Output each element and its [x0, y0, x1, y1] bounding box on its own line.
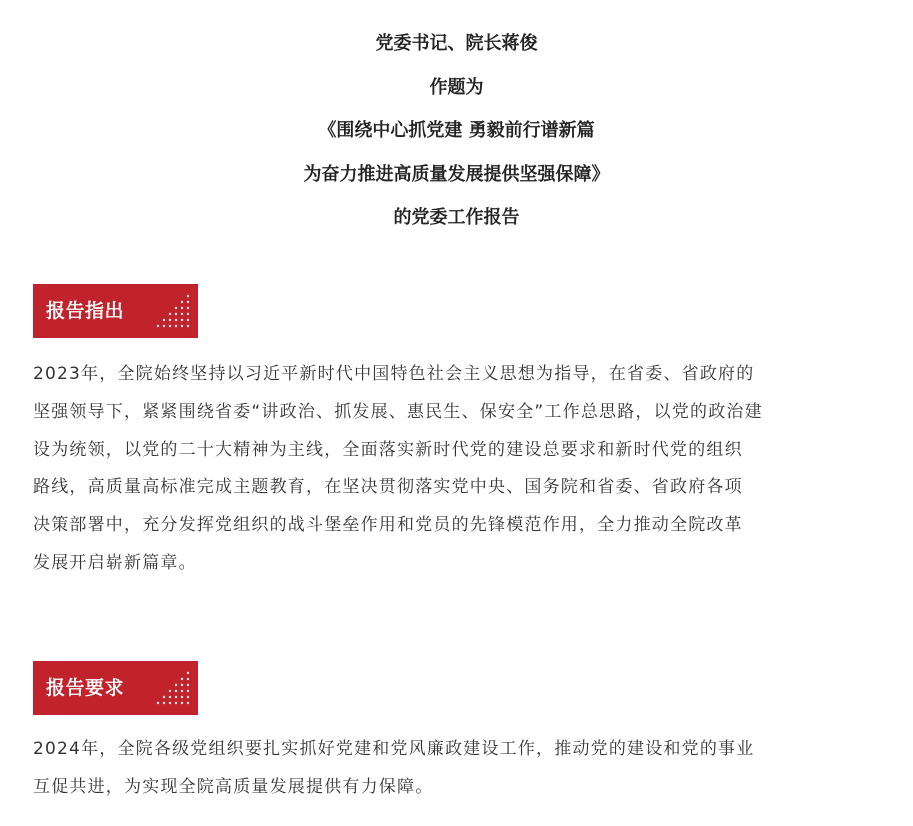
section-label-text: 报告指出	[46, 300, 125, 322]
paragraph-line: 2023年，全院始终坚持以习近平新时代中国特色社会主义思想为指导，在省委、省政府的	[33, 364, 755, 384]
section-paragraph-report-requirements	[33, 731, 883, 807]
paragraph-line: 坚强领导下，紧紧围绕省委“讲政治、抓发展、惠民生、保安全”工作总思路，以党的政治建	[33, 401, 763, 422]
title-line-3: 《围绕中心抓党建 勇毅前行谱新篇	[318, 120, 595, 141]
paragraph-line: 路线，高质量高标准完成主题教育，在坚决贯彻落实党中央、国务院和省委、省政府各项	[33, 477, 743, 498]
paragraph-line: 发展开启崭新篇章。	[33, 552, 197, 573]
title-line-5: 的党委工作报告	[393, 207, 520, 228]
section-label-report-points	[33, 284, 198, 338]
section-label-text: 报告要求	[46, 677, 125, 699]
paragraph-line: 决策部署中，充分发挥党组织的战斗堡垒作用和党员的先锋模范作用，全力推动全院改革	[33, 515, 743, 536]
title-line-4: 为奋力推进高质量发展提供坚强保障》	[303, 163, 610, 185]
dot-grid-icon	[148, 669, 192, 709]
title-line-1: 党委书记、院长蒋俊	[375, 33, 538, 54]
report-title	[0, 22, 913, 240]
title-line-2: 作题为	[429, 76, 484, 98]
paragraph-line: 互促共进，为实现全院高质量发展提供有力保障。	[33, 776, 434, 797]
paragraph-line: 设为统领，以党的二十大精神为主线，全面落实新时代党的建设总要求和新时代党的组织	[33, 439, 743, 460]
paragraph-line: 2024年，全院各级党组织要扎实抓好党建和党风廉政建设工作，推动党的建设和党的事业	[33, 739, 755, 759]
section-label-report-requirements	[33, 661, 198, 715]
dot-grid-icon	[148, 292, 192, 332]
section-paragraph-report-points	[33, 356, 883, 583]
